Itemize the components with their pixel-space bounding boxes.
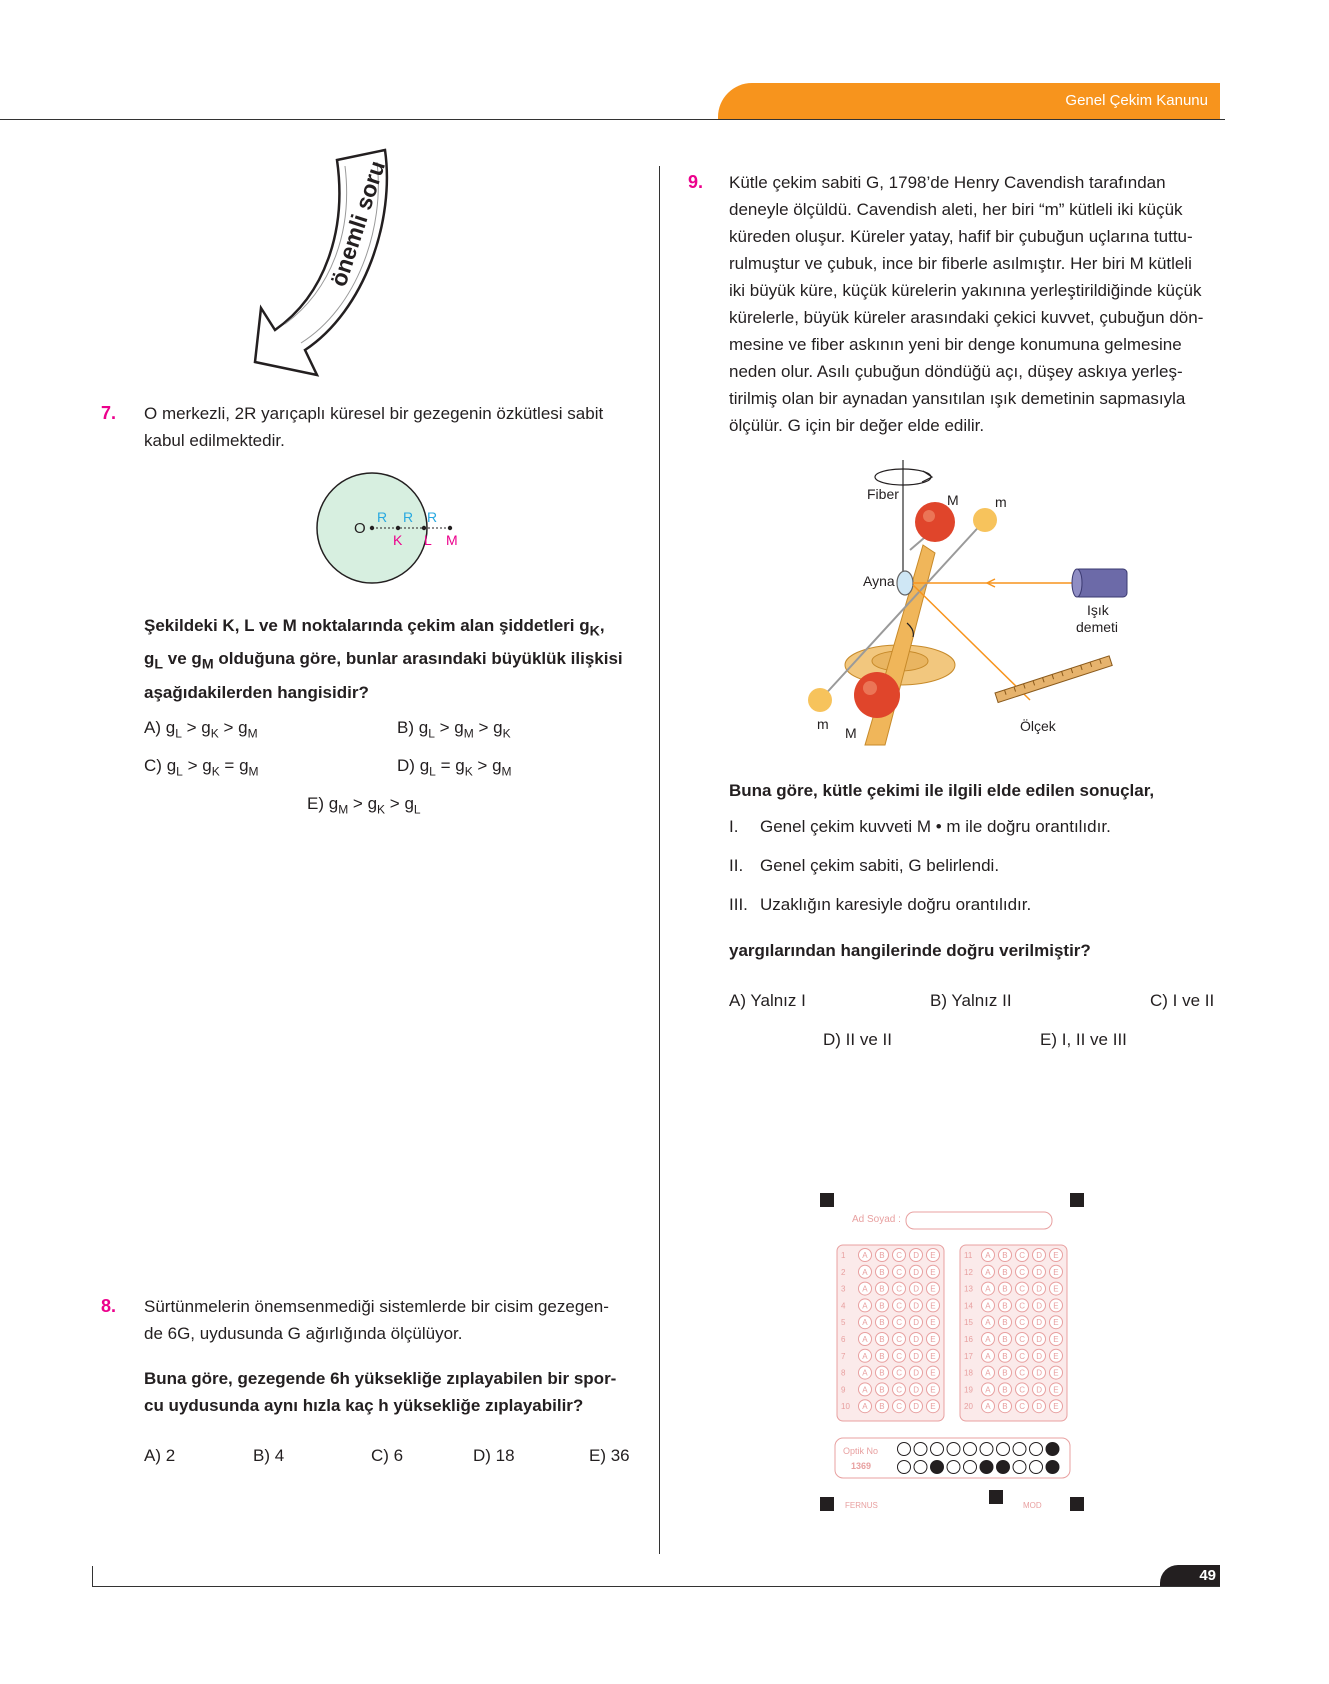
question-number-label: 16 — [964, 1335, 973, 1344]
question-number-label: 2 — [841, 1267, 846, 1277]
q7-option-b[interactable]: B) $g_L > g_M > g_K$ — [397, 718, 511, 741]
question-number-label: 8 — [841, 1368, 846, 1378]
answer-bubble-letter: E — [930, 1368, 936, 1378]
label-M-top: M — [947, 492, 959, 508]
statement-1-number: I. — [729, 817, 739, 836]
label-L: L — [424, 532, 432, 548]
answer-bubble-letter: D — [913, 1284, 919, 1294]
q8-option-e[interactable]: E) 36 — [589, 1446, 630, 1465]
answer-bubble-letter: C — [1019, 1385, 1025, 1395]
header-rule — [0, 119, 1225, 120]
answer-bubble-letter: E — [1053, 1251, 1059, 1260]
column-divider — [659, 166, 660, 1554]
statement-3-text: Uzaklığın karesiyle doğru orantılıdır. — [760, 895, 1032, 914]
answer-bubble-letter: E — [1053, 1335, 1059, 1344]
question-number-label: 20 — [964, 1402, 973, 1412]
answer-bubble-letter: A — [985, 1368, 991, 1378]
answer-bubble-letter: C — [1019, 1267, 1025, 1277]
answer-bubble-letter: D — [1036, 1351, 1042, 1361]
answer-bubble-letter: E — [1053, 1267, 1059, 1277]
q9-option-c[interactable]: C) I ve II — [1150, 991, 1215, 1010]
page-number: 49 — [1160, 1565, 1220, 1586]
answer-bubble-letter: C — [896, 1301, 902, 1311]
chapter-header: Genel Çekim Kanunu — [718, 83, 1220, 119]
question-9-prompt-2: yargılarından hangilerinde doğru verilmiştir? — [729, 941, 1091, 960]
answer-bubble-letter: A — [985, 1284, 991, 1294]
name-label: Ad Soyad : — [852, 1214, 901, 1225]
answer-bubble-letter: C — [896, 1267, 902, 1277]
label-R2: R — [403, 509, 414, 525]
answer-bubble-letter: B — [879, 1251, 885, 1260]
answer-bubble-letter: E — [930, 1267, 936, 1277]
question-9-prompt: Buna göre, kütle çekimi ile ilgili elde edilen sonuçlar, — [729, 781, 1155, 800]
question-7-figure — [300, 470, 480, 590]
footer-rule — [92, 1586, 1220, 1587]
answer-bubble-letter: B — [1002, 1251, 1008, 1260]
footer-tick — [92, 1566, 93, 1587]
answer-bubble-letter: A — [862, 1267, 868, 1277]
answer-bubble-letter: D — [913, 1351, 919, 1361]
question-number-label: 18 — [964, 1368, 973, 1378]
optic-digit-bubble — [1046, 1443, 1059, 1456]
answer-bubble-letter: C — [1019, 1368, 1025, 1378]
answer-bubble-letter: D — [913, 1318, 919, 1328]
label-isik-1: Işık — [1087, 602, 1109, 618]
label-M: M — [446, 532, 458, 548]
q7-option-d[interactable]: D) $g_L = g_K > g_M$ — [397, 756, 512, 779]
optic-digit-bubble — [1046, 1461, 1059, 1474]
answer-bubble-letter: D — [1036, 1284, 1042, 1294]
statement-2-text: Genel çekim sabiti, G belirlendi. — [760, 856, 1000, 875]
badge-text: önemli soru — [325, 157, 391, 290]
answer-bubble-letter: A — [985, 1385, 991, 1395]
brand-left: FERNUS — [845, 1501, 878, 1510]
answer-bubble-letter: A — [862, 1402, 868, 1412]
answer-bubble-letter: D — [913, 1402, 919, 1412]
q7-option-c[interactable]: C) $g_L > g_K = g_M$ — [144, 756, 259, 779]
question-number-label: 5 — [841, 1318, 846, 1328]
answer-bubble-letter: A — [862, 1251, 868, 1260]
answer-bubble-letter: B — [1002, 1267, 1008, 1277]
statement-2-number: II. — [729, 856, 744, 875]
label-R3: R — [427, 509, 438, 525]
answer-bubble-letter: B — [1002, 1301, 1008, 1311]
optic-digit-bubble — [980, 1461, 993, 1474]
optic-no-value: 1369 — [851, 1461, 872, 1471]
answer-bubble-letter: D — [1036, 1267, 1042, 1277]
label-R1: R — [377, 509, 388, 525]
q8-option-a[interactable]: A) 2 — [144, 1446, 176, 1465]
answer-bubble-letter: C — [1019, 1251, 1025, 1260]
question-8-prompt: Buna göre, gezegende 6h yüksekliğe zıplayabilen bir spor- cu uydusunda aynı hızla kaç h yüksekliğe zıplayabilir? — [144, 1369, 617, 1415]
answer-bubble-letter: C — [896, 1284, 902, 1294]
answer-bubble-letter: C — [1019, 1402, 1025, 1412]
answer-bubble-letter: D — [913, 1251, 919, 1260]
answer-bubble-letter: A — [862, 1368, 868, 1378]
optic-digit-bubble — [997, 1461, 1010, 1474]
label-M-bottom: M — [845, 725, 857, 741]
answer-bubble-letter: E — [930, 1402, 936, 1412]
answer-bubble-letter: D — [1036, 1251, 1042, 1260]
label-m-bottom: m — [817, 716, 829, 732]
question-7-prompt: Şekildeki K, L ve M noktalarında çekim alan şiddetleri $g_K$, $g_L$ ve $g_M$ olduğuna göre, bunlar arasındaki büyüklük ilişkisi aşağıdakilerden hangisidir? — [144, 616, 623, 702]
question-number-label: 13 — [964, 1284, 973, 1294]
answer-bubble-letter: A — [862, 1385, 868, 1395]
question-7-stem: O merkezli, 2R yarıçaplı küresel bir gezegenin özkütlesi sabit kabul edilmektedir. — [144, 404, 604, 450]
answer-bubble-letter: D — [1036, 1301, 1042, 1311]
optic-no-label: Optik No — [843, 1446, 879, 1456]
statement-1-text: Genel çekim kuvveti M • m ile doğru orantılıdır. — [760, 817, 1111, 836]
answer-bubble-letter: B — [1002, 1318, 1008, 1328]
q7-option-a[interactable]: A) $g_L > g_K > g_M$ — [144, 718, 258, 741]
optic-digit-bubble — [898, 1461, 911, 1474]
answer-bubble-letter: E — [930, 1335, 936, 1344]
optic-digit-bubble — [964, 1443, 977, 1456]
answer-bubble-letter: A — [985, 1318, 991, 1328]
answer-bubble-letter: B — [879, 1301, 885, 1311]
label-olcek: Ölçek — [1020, 718, 1056, 734]
optic-digit-bubble — [1030, 1443, 1043, 1456]
answer-bubble-letter: C — [896, 1385, 902, 1395]
question-8-number: 8. — [101, 1296, 117, 1316]
answer-bubble-letter: C — [896, 1335, 902, 1344]
important-question-badge — [245, 140, 405, 390]
answer-bubble-letter: E — [930, 1385, 936, 1395]
answer-bubble-letter: B — [1002, 1385, 1008, 1395]
answer-bubble-letter: A — [862, 1351, 868, 1361]
answer-bubble-letter: D — [1036, 1335, 1042, 1344]
answer-bubble-letter: C — [1019, 1335, 1025, 1344]
answer-bubble-letter: B — [1002, 1368, 1008, 1378]
optic-digit-bubble — [947, 1461, 960, 1474]
answer-bubble-letter: B — [879, 1318, 885, 1328]
answer-bubble-letter: C — [1019, 1284, 1025, 1294]
answer-bubble-letter: A — [862, 1335, 868, 1344]
question-9-stem: Kütle çekim sabiti G, 1798’de Henry Cavendish tarafından deneyle ölçüldü. Cavendish aleti, her biri “m” kütleli iki küçük küreden oluşur. Küreler yatay, hafif bir çubuğun uçlarına tuttu- rulmuştur ve çubuk, ince bir fiberle asılmıştır. Her biri M kütleli iki büyük küre, küçük kürelerin yakınına yerleştirildiğinde küçük kürelerle, büyük küreler arasındaki çekici kuvvet, çubuğun dön- mesine ve fiber askının yeni bir denge konumuna gelmesine neden olur. Asılı çubuğun döndüğü açı, düşey askıya yerleş- tirilmiş olan bir aynadan yansıtılan ışık demetinin sapmasıyla ölçülür. G için bir değer elde edilir. — [729, 173, 1204, 435]
question-number-label: 15 — [964, 1318, 973, 1328]
optic-digit-bubble — [931, 1443, 944, 1456]
optic-digit-bubble — [898, 1443, 911, 1456]
answer-bubble-letter: D — [1036, 1385, 1042, 1395]
optic-digit-bubble — [914, 1461, 927, 1474]
q9-option-b[interactable]: B) Yalnız II — [930, 991, 1012, 1010]
answer-bubble-letter: D — [1036, 1402, 1042, 1412]
answer-bubble-letter: A — [862, 1318, 868, 1328]
optic-digit-bubble — [931, 1461, 944, 1474]
optic-digit-bubble — [997, 1443, 1010, 1456]
answer-bubble-letter: E — [930, 1318, 936, 1328]
answer-bubble-letter: B — [1002, 1335, 1008, 1344]
answer-bubble-letter: E — [1053, 1385, 1059, 1395]
optic-digit-bubble — [1013, 1461, 1026, 1474]
answer-bubble-letter: E — [1053, 1301, 1059, 1311]
answer-bubble-letter: B — [879, 1284, 885, 1294]
question-number-label: 1 — [841, 1251, 846, 1260]
optical-answer-form — [815, 1190, 1090, 1520]
answer-bubble-letter: B — [879, 1368, 885, 1378]
answer-bubble-letter: A — [985, 1251, 991, 1260]
answer-bubble-letter: D — [913, 1335, 919, 1344]
question-number-label: 4 — [841, 1301, 846, 1311]
q8-option-c[interactable]: C) 6 — [371, 1446, 404, 1465]
q8-option-b[interactable]: B) 4 — [253, 1446, 285, 1465]
statement-3-number: III. — [729, 895, 748, 914]
answer-bubble-letter: B — [1002, 1402, 1008, 1412]
answer-bubble-letter: C — [896, 1251, 902, 1260]
answer-bubble-letter: B — [879, 1335, 885, 1344]
optic-digit-bubble — [1013, 1443, 1026, 1456]
label-fiber: Fiber — [867, 486, 899, 502]
label-K: K — [393, 532, 403, 548]
answer-bubble-letter: C — [1019, 1318, 1025, 1328]
question-number-label: 11 — [964, 1251, 973, 1260]
question-number-label: 17 — [964, 1351, 973, 1361]
optic-digit-bubble — [1030, 1461, 1043, 1474]
question-number-label: 6 — [841, 1335, 846, 1344]
q9-option-e[interactable]: E) I, II ve III — [1040, 1030, 1127, 1049]
label-m-top: m — [995, 494, 1007, 510]
answer-bubble-letter: C — [896, 1368, 902, 1378]
label-O: O — [354, 520, 366, 537]
answer-bubble-letter: E — [930, 1251, 936, 1260]
answer-bubble-letter: A — [985, 1301, 991, 1311]
answer-bubble-letter: D — [913, 1385, 919, 1395]
answer-bubble-letter: E — [930, 1301, 936, 1311]
answer-bubble-letter: D — [1036, 1318, 1042, 1328]
label-ayna: Ayna — [863, 573, 895, 589]
answer-bubble-letter: D — [1036, 1368, 1042, 1378]
q9-option-a[interactable]: A) Yalnız I — [729, 991, 806, 1010]
answer-bubble-letter: B — [879, 1402, 885, 1412]
answer-bubble-letter: A — [985, 1267, 991, 1277]
answer-bubble-letter: E — [1053, 1284, 1059, 1294]
question-number-label: 3 — [841, 1284, 846, 1294]
answer-bubble-letter: A — [985, 1335, 991, 1344]
answer-bubble-letter: E — [1053, 1402, 1059, 1412]
answer-bubble-letter: A — [985, 1351, 991, 1361]
answer-bubble-letter: D — [913, 1301, 919, 1311]
answer-bubble-letter: C — [896, 1402, 902, 1412]
answer-bubble-letter: C — [1019, 1301, 1025, 1311]
answer-bubble-letter: B — [1002, 1351, 1008, 1361]
question-number-label: 9 — [841, 1385, 846, 1395]
answer-bubble-letter: A — [862, 1301, 868, 1311]
answer-bubble-letter: C — [896, 1318, 902, 1328]
cavendish-apparatus-figure — [795, 455, 1155, 755]
answer-bubble-letter: E — [1053, 1351, 1059, 1361]
answer-bubble-letter: B — [879, 1385, 885, 1395]
label-isik-2: demeti — [1076, 619, 1119, 635]
answer-bubble-letter: E — [930, 1351, 936, 1361]
question-7-number: 7. — [101, 403, 117, 423]
question-number-label: 14 — [964, 1301, 973, 1311]
answer-bubble-letter: B — [879, 1267, 885, 1277]
question-number-label: 12 — [964, 1267, 973, 1277]
answer-bubble-letter: E — [1053, 1368, 1059, 1378]
question-number-label: 7 — [841, 1351, 846, 1361]
optic-digit-bubble — [914, 1443, 927, 1456]
question-8-stem: Sürtünmelerin önemsenmediği sistemlerde bir cisim gezegen- de 6G, uydusunda G ağırlığında ölçülüyor. — [144, 1297, 609, 1343]
answer-bubble-letter: C — [1019, 1351, 1025, 1361]
answer-bubble-letter: E — [930, 1284, 936, 1294]
answer-bubble-letter: D — [913, 1267, 919, 1277]
answer-bubble-letter: C — [896, 1351, 902, 1361]
optic-digit-bubble — [964, 1461, 977, 1474]
q9-option-d[interactable]: D) II ve II — [823, 1030, 892, 1049]
answer-bubble-letter: B — [879, 1351, 885, 1361]
optic-digit-bubble — [947, 1443, 960, 1456]
answer-bubble-letter: B — [1002, 1284, 1008, 1294]
q7-option-e[interactable]: E) $g_M > g_K > g_L$ — [307, 794, 421, 817]
brand-right: MOD — [1023, 1501, 1042, 1510]
answer-bubble-letter: D — [913, 1368, 919, 1378]
answer-bubble-letter: E — [1053, 1318, 1059, 1328]
answer-bubble-letter: A — [862, 1284, 868, 1294]
optic-digit-bubble — [980, 1443, 993, 1456]
answer-bubble-letter: A — [985, 1402, 991, 1412]
q8-option-d[interactable]: D) 18 — [473, 1446, 515, 1465]
question-number-label: 10 — [841, 1402, 850, 1412]
question-number-label: 19 — [964, 1385, 973, 1395]
question-9-number: 9. — [688, 172, 704, 192]
